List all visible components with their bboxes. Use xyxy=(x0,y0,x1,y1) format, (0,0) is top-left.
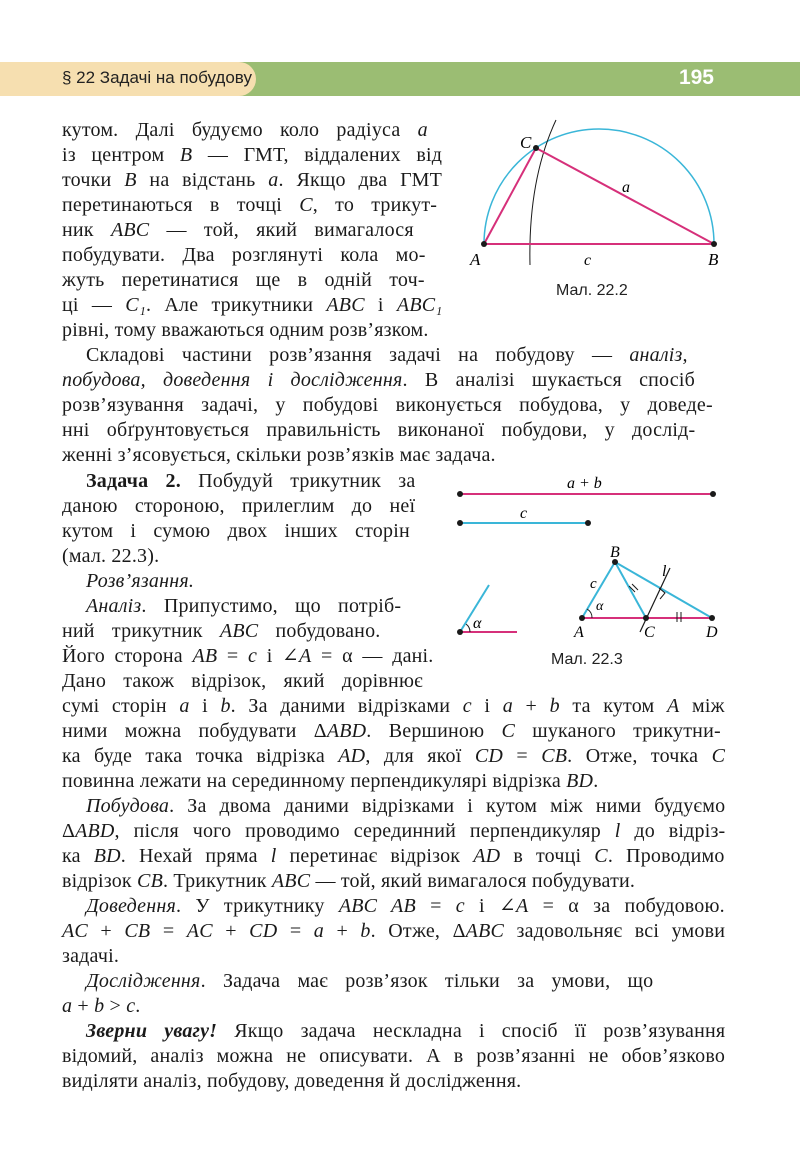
text-run: Якщо задача нескладна і спосіб її розв’язування xyxy=(217,1020,726,1042)
text-run: Дано також відрізок, який дорівнює xyxy=(62,670,423,692)
text-run: AD xyxy=(473,845,501,867)
text-run: ABC xyxy=(465,920,505,942)
text-run: CB xyxy=(137,870,164,892)
text-line xyxy=(62,869,635,893)
text-line xyxy=(62,944,119,968)
text-run: a xyxy=(62,995,73,1017)
text-run: = xyxy=(503,745,542,767)
text-line xyxy=(62,143,442,167)
point-a xyxy=(481,241,487,247)
text-run: повинна лежати на серединному перпендикулярі відрізка xyxy=(62,770,567,792)
text-run: , для якої xyxy=(365,745,475,767)
text-run: рівні, тому вважаються одним розв’язком. xyxy=(62,319,429,341)
text-line xyxy=(62,469,415,493)
text-run: задачі. xyxy=(62,945,120,967)
text-run: . Вершиною xyxy=(366,720,502,742)
text-run: ка буде така точка відрізка xyxy=(62,745,339,767)
text-line xyxy=(62,719,721,743)
text-line xyxy=(62,519,410,543)
label-l: l xyxy=(662,563,667,580)
text-run: Аналіз xyxy=(86,595,142,617)
text-line xyxy=(62,193,437,217)
text-run: Δ xyxy=(62,820,76,842)
text-run: точки xyxy=(62,169,125,191)
text-run: a xyxy=(417,119,428,141)
text-line xyxy=(62,1044,725,1068)
text-run: женні з’ясовується, скільки розв’язків має задача. xyxy=(62,444,496,466)
text-run: ABD xyxy=(326,720,367,742)
text-run: ABC xyxy=(219,620,259,642)
text-line xyxy=(62,594,401,618)
text-line xyxy=(62,1019,725,1043)
text-run: даною стороною, прилеглим до неї xyxy=(62,495,416,517)
text-run: AC xyxy=(62,920,88,942)
text-run: a xyxy=(502,695,513,717)
text-run: ₁ xyxy=(138,294,146,316)
text-line xyxy=(62,769,598,793)
text-run: . Задача має розв’язок тільки за умови, що xyxy=(200,970,654,992)
text-run: . Проводимо xyxy=(607,845,725,867)
text-run: і xyxy=(189,695,221,717)
text-run: до відріз- xyxy=(620,820,726,842)
segment-bc xyxy=(536,148,714,244)
page-number: 195 xyxy=(678,66,714,89)
text-line xyxy=(62,1069,521,1093)
text-run: ка xyxy=(62,845,94,867)
label-segment-c: c xyxy=(520,505,528,522)
text-run: Побудова xyxy=(86,795,170,817)
caption-22-3: Мал. 22.3 xyxy=(551,651,623,668)
text-run: . xyxy=(593,770,599,792)
circle-arc xyxy=(484,129,714,244)
text-line xyxy=(62,418,695,442)
text-run: b xyxy=(360,920,371,942)
text-run: C xyxy=(594,845,608,867)
text-line xyxy=(62,744,725,768)
text-run: BD xyxy=(566,770,594,792)
text-run: Дослідження xyxy=(86,970,201,992)
text-run: і xyxy=(471,695,503,717)
text-run: AD xyxy=(338,745,366,767)
label-b: B xyxy=(610,544,620,561)
text-run: . В аналізі шукається спосіб xyxy=(402,369,695,391)
text-run: . Припустимо, що потріб- xyxy=(141,595,402,617)
text-run: відомий, аналіз можна не описувати. А в розв’язанні не обов’язково xyxy=(62,1045,726,1067)
text-run: ₁ xyxy=(435,294,443,316)
text-run: розв’язування задачі, у побудові виконується побудова, у доведе- xyxy=(62,394,713,416)
text-run: між xyxy=(679,695,725,717)
text-run: . xyxy=(135,995,141,1017)
text-run: a xyxy=(313,920,324,942)
text-run: ABC AB xyxy=(338,895,416,917)
text-line xyxy=(62,118,428,142)
label-side-a: a xyxy=(622,179,630,196)
text-line xyxy=(62,919,725,943)
segment-ac xyxy=(484,148,536,244)
text-run: + xyxy=(512,695,550,717)
text-run: C xyxy=(711,745,726,767)
text-run: Зверни увагу! xyxy=(86,1020,218,1042)
text-run: і ∠ xyxy=(464,895,516,917)
text-run: a xyxy=(268,169,279,191)
figure-22-3-construction xyxy=(570,544,730,641)
text-line xyxy=(62,343,688,367)
text-run: ник xyxy=(62,219,111,241)
text-run: = α за побудовою. xyxy=(528,895,725,917)
text-run: ABC xyxy=(271,870,311,892)
text-line xyxy=(62,494,415,518)
text-run: + xyxy=(212,920,250,942)
text-line xyxy=(62,819,725,843)
label-alpha: α xyxy=(596,599,604,614)
text-run: побудовано. xyxy=(258,620,381,642)
text-run: A xyxy=(515,895,529,917)
text-line xyxy=(62,393,713,417)
text-run: > xyxy=(104,995,127,1017)
text-run: . Якщо два ГМТ xyxy=(278,169,442,191)
text-run: . У трикутнику xyxy=(175,895,339,917)
text-run: на відстань xyxy=(136,169,269,191)
text-run: ними можна побудувати Δ xyxy=(62,720,327,742)
text-run: CD xyxy=(249,920,278,942)
text-run: Складові частини розв’язання задачі на побудову — xyxy=(86,344,630,366)
text-line xyxy=(62,644,434,668)
text-run: задовольняє всі умови xyxy=(504,920,726,942)
label-d: D xyxy=(706,624,718,641)
text-run: . Трикутник xyxy=(163,870,272,892)
text-run: B xyxy=(179,144,193,166)
text-run: побудувати. Два розглянуті кола мо- xyxy=(62,244,426,266)
label-a: A xyxy=(574,624,584,641)
text-run: сумі сторін xyxy=(62,695,180,717)
text-run: c xyxy=(462,695,472,717)
text-run: = xyxy=(217,645,249,667)
text-run: кутом. Далі будуємо коло радіуса xyxy=(62,119,418,141)
text-line xyxy=(62,569,194,593)
text-line xyxy=(62,694,725,718)
text-run: — ГМТ, віддалених від xyxy=(192,144,443,166)
text-run: + xyxy=(87,920,125,942)
text-line xyxy=(62,243,426,267)
text-line xyxy=(62,368,695,392)
text-run: жуть перетинатися ще в одній точ- xyxy=(62,269,425,291)
label-c: C xyxy=(520,133,532,152)
label-side-c: c xyxy=(584,252,592,269)
text-run: . Отже, Δ xyxy=(370,920,466,942)
figure-22-3-angle xyxy=(455,580,525,640)
text-run: із центром xyxy=(62,144,180,166)
text-run: . Нехай пряма xyxy=(120,845,271,867)
label-b: B xyxy=(708,250,719,269)
text-run: Його сторона xyxy=(62,645,193,667)
text-run: = α — дані. xyxy=(311,645,434,667)
figure-22-2 xyxy=(470,120,740,280)
text-line xyxy=(62,544,159,568)
text-run: перетинаються в точці xyxy=(62,194,300,216)
point-b xyxy=(711,241,717,247)
text-run: l xyxy=(270,845,277,867)
text-run: і xyxy=(364,294,397,316)
text-run: ABC xyxy=(326,294,365,316)
label-angle-alpha: α xyxy=(473,615,482,632)
text-run: відрізок xyxy=(62,870,138,892)
text-run: CB xyxy=(541,745,568,767)
text-run: A xyxy=(666,695,680,717)
text-run: A xyxy=(299,645,312,667)
text-run: (мал. 22.3). xyxy=(62,545,160,567)
text-line xyxy=(62,318,429,342)
text-run: кутом і сумою двох інших сторін xyxy=(62,520,410,542)
text-line xyxy=(62,794,725,818)
text-run: побудова, доведення і дослідження xyxy=(62,369,403,391)
text-run: c xyxy=(455,895,465,917)
text-line xyxy=(62,293,442,317)
text-run: ний трикутник xyxy=(62,620,220,642)
text-run: B xyxy=(124,169,137,191)
text-run: AB xyxy=(192,645,218,667)
text-run: . За даними відрізками xyxy=(230,695,463,717)
text-run: c xyxy=(248,645,258,667)
text-run: ABC xyxy=(110,219,150,241)
text-run: та кутом xyxy=(559,695,667,717)
text-run: ці — xyxy=(62,294,126,316)
text-run: l xyxy=(614,820,621,842)
text-run: аналіз, xyxy=(629,344,688,366)
text-run: = xyxy=(415,895,456,917)
label-a-plus-b: a + b xyxy=(567,475,602,492)
text-run: + xyxy=(72,995,95,1017)
text-run: Розв’язання. xyxy=(86,570,195,592)
text-run: нні обґрунтовується правильність виконаної побудови, у дослід- xyxy=(62,419,696,441)
section-title: § 22 Задачі на побудову xyxy=(62,68,252,87)
text-run: . За двома даними відрізками і кутом між ними будуємо xyxy=(169,795,726,817)
text-run: перетинає відрізок xyxy=(276,845,474,867)
text-line xyxy=(62,619,380,643)
text-run: b xyxy=(549,695,560,717)
text-run: C xyxy=(299,194,313,216)
text-run: + xyxy=(323,920,361,942)
text-run: CB xyxy=(124,920,151,942)
text-run: , після чого проводимо серединний перпендикуляр xyxy=(114,820,615,842)
label-c: C xyxy=(644,624,655,641)
text-run: = xyxy=(150,920,187,942)
text-run: C xyxy=(125,294,139,316)
text-line xyxy=(62,994,140,1018)
text-line xyxy=(62,844,725,868)
text-line xyxy=(62,894,725,918)
figure-22-3-segments xyxy=(455,475,725,530)
text-run: шуканого трикутни- xyxy=(515,720,721,742)
text-run: C xyxy=(501,720,516,742)
text-run: в точці xyxy=(500,845,595,867)
text-run: AC xyxy=(186,920,213,942)
text-run: . Отже, точка xyxy=(567,745,712,767)
text-line xyxy=(62,268,425,292)
caption-22-2: Мал. 22.2 xyxy=(556,282,628,299)
text-run: a xyxy=(179,695,190,717)
text-run: BD xyxy=(93,845,121,867)
text-line xyxy=(62,969,653,993)
text-line xyxy=(62,168,442,192)
text-run: — той, який вимагалося побудувати. xyxy=(310,870,636,892)
text-run: ABC xyxy=(396,294,436,316)
text-run: = xyxy=(277,920,314,942)
text-run: b xyxy=(220,695,231,717)
text-run: ABD xyxy=(75,820,115,842)
text-run: , то трикут- xyxy=(312,194,438,216)
text-run: Задача 2. xyxy=(86,470,181,492)
text-run: — той, який вимагалося xyxy=(149,219,414,241)
text-run: Доведення xyxy=(86,895,176,917)
text-run: виділяти аналіз, побудову, доведення й дослідження. xyxy=(62,1070,522,1092)
text-run: . Але трикутники xyxy=(145,294,327,316)
label-a: A xyxy=(470,250,481,269)
text-run: і ∠ xyxy=(257,645,300,667)
text-line xyxy=(62,443,496,467)
text-line xyxy=(62,218,414,242)
point-c xyxy=(533,145,539,151)
text-line xyxy=(62,669,423,693)
text-run: Побудуй трикутник за xyxy=(180,470,416,492)
text-run: c xyxy=(126,995,136,1017)
text-run: CD xyxy=(474,745,503,767)
text-run: b xyxy=(94,995,105,1017)
label-side-c: c xyxy=(590,576,597,592)
